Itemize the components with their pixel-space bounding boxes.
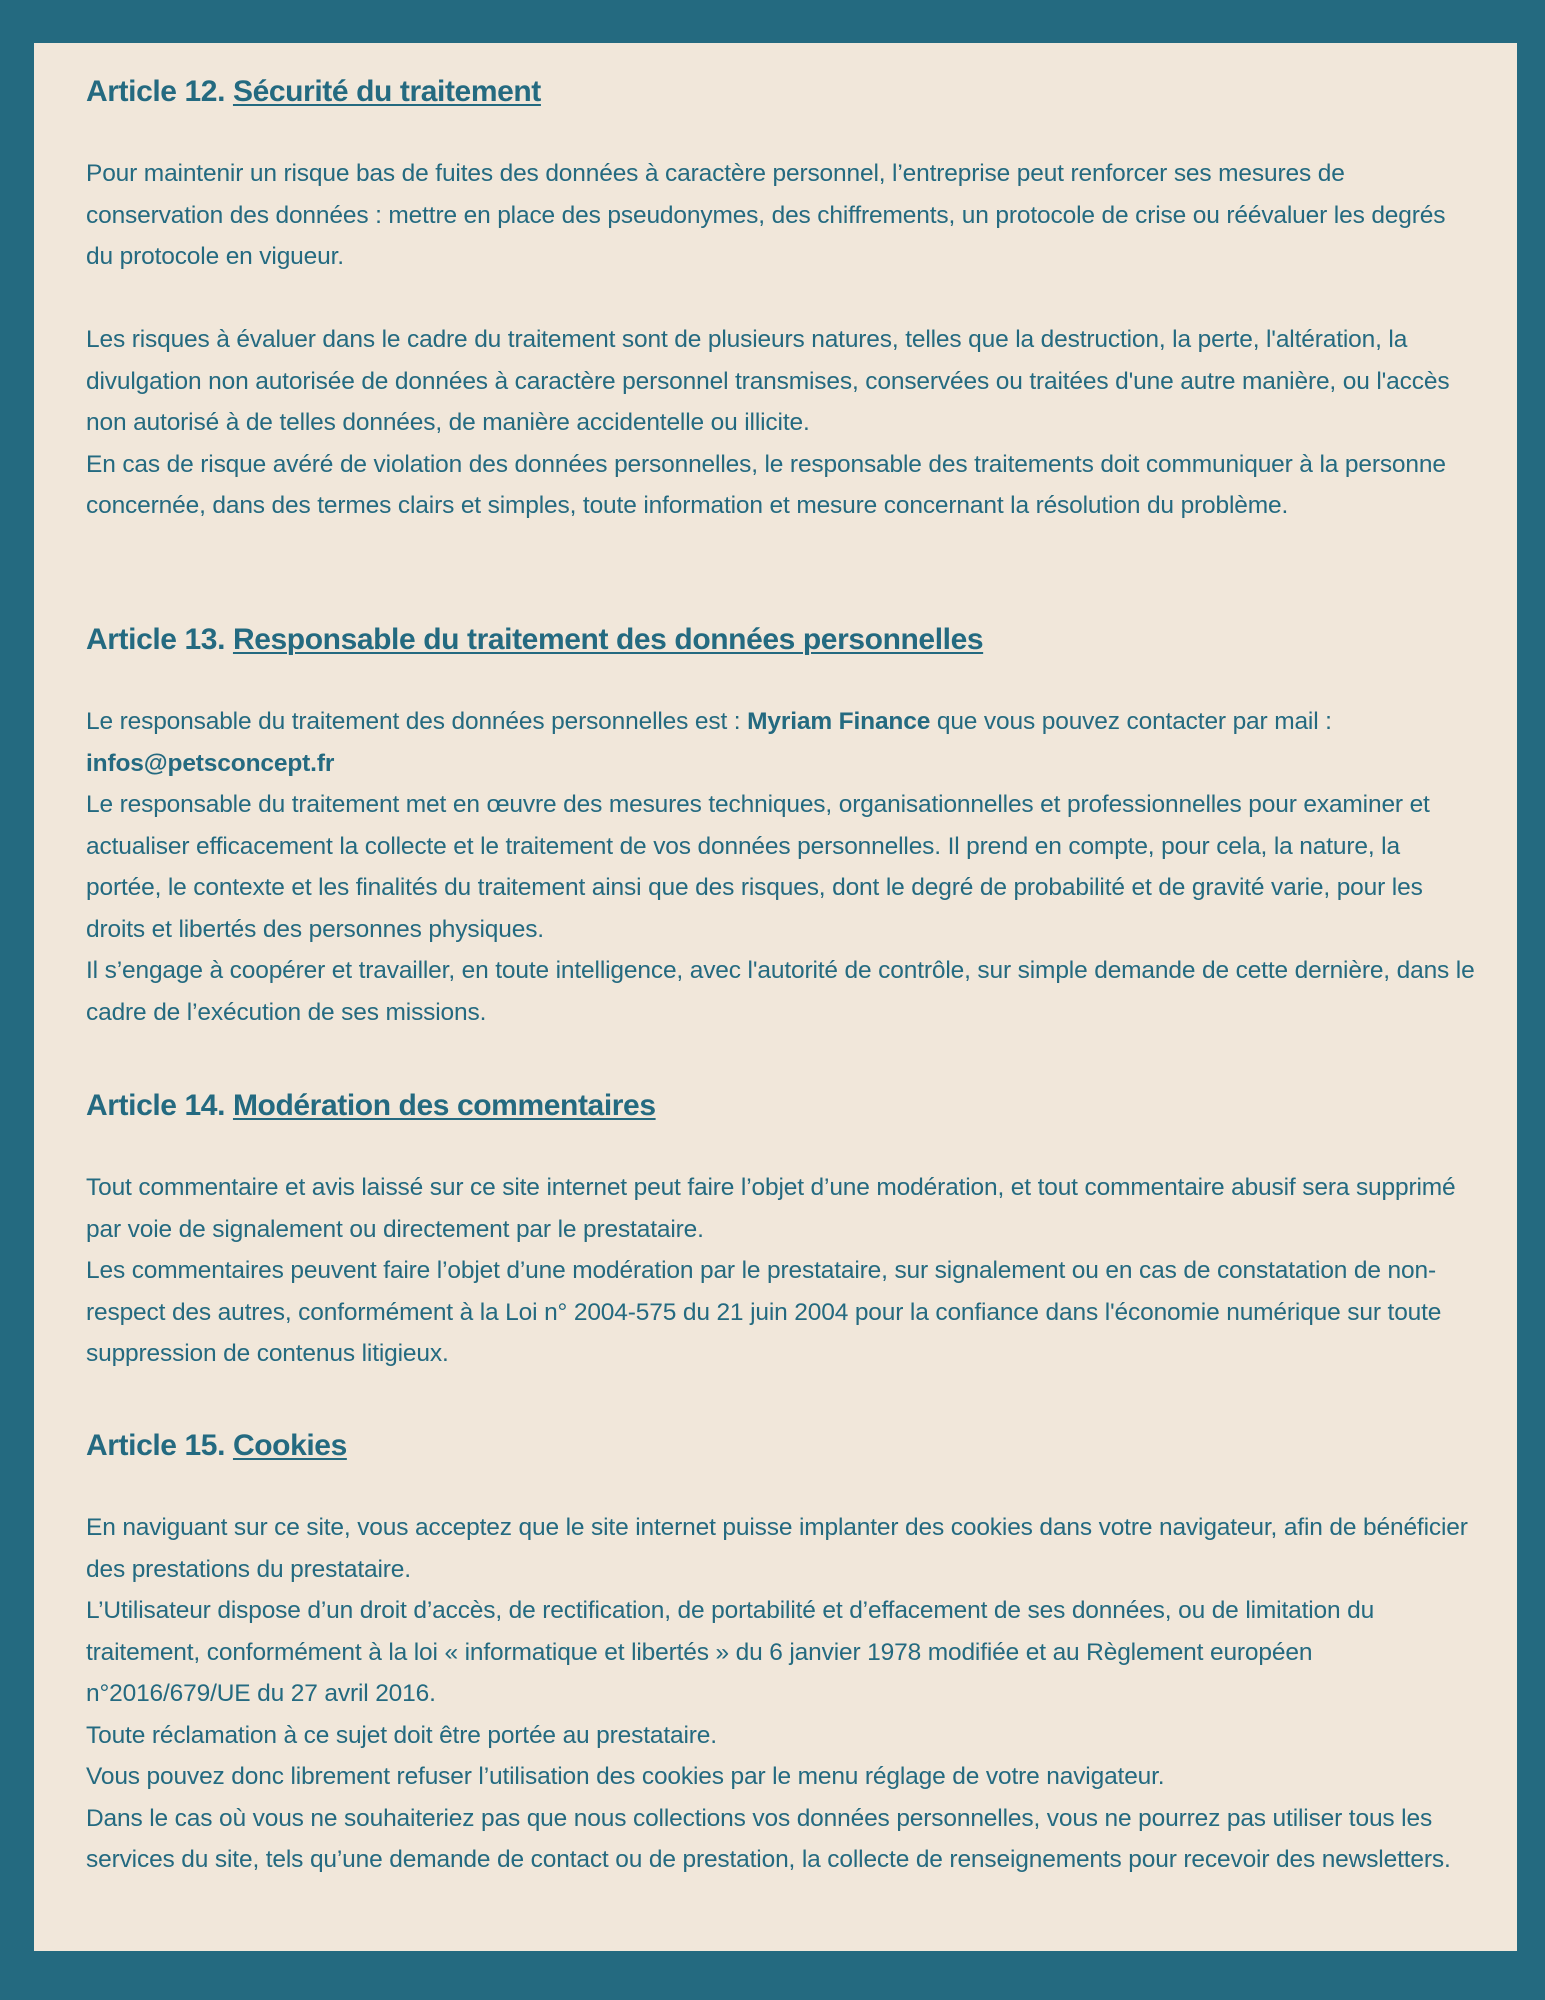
article-number: Article 14. [86, 1089, 226, 1122]
paragraph: Toute réclamation à ce sujet doit être portée au prestataire. [86, 1721, 717, 1749]
controller-name: Myriam Finance [747, 708, 931, 735]
paragraph: Pour maintenir un risque bas de fuites des données à caractère personnel, l’entreprise peut renforcer ses mesures de conservation des données : mettre en place des pseudonymes, des chiffrements, un protocole de crise ou réévaluer les degrés du protocole en vigueur. [86, 160, 1446, 270]
article-title-link[interactable]: Modération des commentaires [232, 1089, 656, 1122]
article-heading [86, 1427, 1477, 1465]
paragraph: Le responsable du traitement met en œuvre des mesures techniques, organisationnelles et professionnelles pour examiner et actualiser efficacement la collecte et le traitement de vos données personnelles. Il prend en compte, pour cela, la nature, la portée, le contexte et les finalités du traitement ainsi que des risques, dont le degré de probabilité et de gravité varie, pour les droits et libertés des personnes physiques. [86, 791, 1430, 943]
paragraph: Les risques à évaluer dans le cadre du traitement sont de plusieurs natures, telles que la destruction, la perte, l'altération, la divulgation non autorisée de données à caractère personnel transmises, conservées ou traitées d'une autre manière, ou l'accès non autorisé à de telles données, de manière accidentelle ou illicite. [86, 326, 1450, 436]
controller-intro: Le responsable du traitement des données personnelles est : [86, 708, 748, 735]
article-12 [86, 73, 1477, 527]
paragraph: Tout commentaire et avis laissé sur ce site internet peut faire l’objet d’une modération, et tout commentaire abusif sera supprimé par voie de signalement ou directement par le prestataire. [86, 1174, 1456, 1243]
paragraph: Vous pouvez donc librement refuser l’utilisation des cookies par le menu réglage de votre navigateur. [86, 1763, 1165, 1790]
article-number: Article 13. [86, 623, 226, 656]
paragraph: En cas de risque avéré de violation des données personnelles, le responsable des traitements doit communiquer à la personne concernée, dans des termes clairs et simples, toute information et mesure concernant la résolution du problème. [86, 450, 1446, 519]
article-title-link[interactable]: Sécurité du traitement [232, 75, 541, 108]
article-number: Article 12. [86, 75, 226, 108]
article-number: Article 15. [86, 1429, 226, 1462]
article-body [86, 1507, 1477, 1881]
article-title-link[interactable]: Cookies [232, 1429, 347, 1462]
article-heading [86, 73, 1477, 111]
article-body [86, 1167, 1477, 1375]
controller-contact-text: que vous pouvez contacter par mail : [930, 708, 1332, 735]
article-14 [86, 1087, 1477, 1375]
document-card [34, 43, 1517, 1951]
article-body [86, 153, 1477, 527]
article-13 [86, 621, 1477, 1033]
paragraph: Les commentaires peuvent faire l’objet d’une modération par le prestataire, sur signalement ou en cas de constatation de non-respect des autres, conformément à la Loi n° 2004-575 du 21 juin 2004 pour la confiance dans l'économie numérique sur toute suppression de contenus litigieux. [86, 1257, 1442, 1367]
paragraph: L’Utilisateur dispose d’un droit d’accès, de rectification, de portabilité et d’effacement de ses données, ou de limitation du traitement, conformément à la loi « informatique et libertés » du 6 janvier 1978 modifiée et au Règlement européen n°2016/679/UE du 27 avril 2016. [86, 1597, 1375, 1707]
paragraph: En naviguant sur ce site, vous acceptez que le site internet puisse implanter des cookies dans votre navigateur, afin de bénéficier des prestations du prestataire. [86, 1514, 1468, 1583]
controller-paragraph [86, 701, 1477, 784]
article-title-link[interactable]: Responsable du traitement des données personnelles [232, 623, 984, 656]
paragraph: Il s’engage à coopérer et travailler, en toute intelligence, avec l'autorité de contrôle, sur simple demande de cette dernière, dans le cadre de l’exécution de ses missions. [86, 957, 1475, 1026]
article-15 [86, 1427, 1477, 1881]
article-heading [86, 621, 1477, 659]
contact-email[interactable]: infos@petsconcept.fr [86, 749, 335, 777]
article-heading [86, 1087, 1477, 1125]
article-body [86, 701, 1477, 1033]
paragraph: Dans le cas où vous ne souhaiteriez pas que nous collections vos données personnelles, vous ne pourrez pas utiliser tous les services du site, tels qu’une demande de contact ou de prestation, la collecte de renseignements pour recevoir des newsletters. [86, 1804, 1451, 1873]
